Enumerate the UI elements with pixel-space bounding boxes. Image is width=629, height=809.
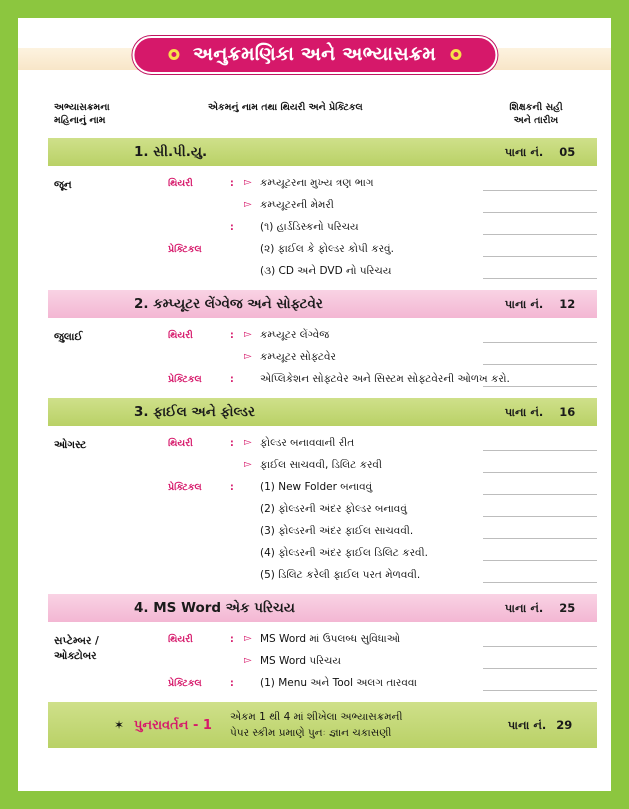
signature-rule — [483, 472, 597, 473]
signature-rule — [483, 582, 597, 583]
page-number: 25 — [559, 601, 576, 615]
chapter-3-bar — [48, 398, 597, 426]
chapter-3-body — [18, 426, 611, 594]
chapter-4-rows — [168, 628, 597, 694]
page-title: અનુક્રમણિકા અને અભ્યાસક્રમ — [192, 43, 437, 65]
chapter-1-theory-label: થિયરી — [168, 178, 193, 189]
list-item-text: MS Word પરિચય — [260, 654, 342, 667]
signature-rule — [483, 538, 597, 539]
list-item-text: (4) ફોલ્ડરની અંદર ફાઈલ ડિલિટ કરવી. — [260, 546, 428, 559]
list-item-text: MS Word માં ઉપલબ્ધ સુવિધાઓ — [260, 632, 401, 645]
list-item-text: ફાઈલ સાચવવી, ડિલિટ કરવી — [260, 458, 382, 471]
chapter-4-month: સપ્ટેમ્બર / ઓક્ટોબર — [54, 635, 99, 662]
triangle-bullet-icon: ▻ — [244, 633, 252, 644]
chapter-2-heading: 2. કમ્પ્યૂટર લેંગ્વેજ અને સોફ્ટવેર — [48, 290, 483, 318]
list-item-text: (2) ફોલ્ડરની અંદર ફોલ્ડર બનાવવું — [260, 502, 407, 515]
revision-title: પુનરાવર્તન - 1 — [134, 717, 212, 733]
list-item — [168, 216, 597, 238]
list-item — [168, 498, 597, 520]
chapter-4-page — [483, 594, 597, 622]
signature-rule — [483, 234, 597, 235]
chapter-1-month: જૂન — [54, 179, 72, 191]
page-label: પાના નં. — [504, 600, 544, 615]
signature-rule — [483, 386, 597, 387]
triangle-bullet-icon: ▻ — [244, 177, 252, 188]
list-item-text: (3) ફોલ્ડરની અંદર ફાઈલ સાચવવી. — [260, 524, 414, 537]
list-item-text: (1) Menu અને Tool અલગ તારવવા — [260, 676, 417, 689]
signature-rule — [483, 364, 597, 365]
signature-rule — [483, 278, 597, 279]
list-item — [168, 542, 597, 564]
revision-page — [483, 702, 597, 748]
chapter-4-body — [18, 622, 611, 702]
list-item — [168, 520, 597, 542]
title-banner — [18, 18, 611, 92]
triangle-bullet-icon: ▻ — [244, 655, 252, 666]
chapter-4-theory-label: થિયરી — [168, 634, 193, 645]
signature-rule — [483, 516, 597, 517]
list-item-text: (1) New Folder બનાવવું — [260, 480, 373, 493]
triangle-bullet-icon: ▻ — [244, 459, 252, 470]
signature-rule — [483, 494, 597, 495]
list-item-text: કમ્પ્યૂટર સોફ્ટવેર — [260, 350, 336, 363]
list-item-text: (૩) CD અને DVD નો પરિચય — [260, 264, 392, 277]
chapter-2-practical-label: પ્રેક્ટિકલ — [168, 374, 202, 385]
colon: : — [230, 481, 234, 493]
chapter-4-heading: 4. MS Word એક પરિચય — [48, 594, 483, 622]
chapter-1-body — [18, 166, 611, 290]
colon: : — [230, 437, 234, 449]
page-label: પાના નં. — [504, 404, 544, 419]
triangle-bullet-icon: ▻ — [244, 437, 252, 448]
page-label: પાના નં. — [504, 144, 544, 159]
chapter-2-bar — [48, 290, 597, 318]
colon: : — [230, 329, 234, 341]
list-item-text: (૧) હાર્ડડિસ્કનો પરિચય — [260, 220, 359, 233]
colon: : — [230, 177, 234, 189]
list-item — [168, 672, 597, 694]
page-label: પાના નં. — [507, 717, 547, 732]
list-item-text: (5) ડિલિટ કરેલી ફાઈલ પરત મેળવવી. — [260, 568, 421, 581]
list-item — [168, 260, 597, 282]
list-item-text: કમ્પ્યૂટરની મેમરી — [260, 198, 334, 211]
list-item — [168, 324, 597, 346]
column-header-unit: એકમનું નામ તથા થિયરી અને પ્રેક્ટિકલ — [208, 102, 363, 113]
signature-rule — [483, 646, 597, 647]
triangle-bullet-icon: ▻ — [244, 329, 252, 340]
chapter-2-rows — [168, 324, 597, 390]
chapter-4-bar — [48, 594, 597, 622]
list-item — [168, 564, 597, 586]
chapter-4 — [18, 594, 611, 702]
list-item — [168, 650, 597, 672]
list-item — [168, 628, 597, 650]
page-number: 05 — [559, 145, 576, 159]
chapter-1 — [18, 138, 611, 290]
signature-rule — [483, 212, 597, 213]
title-pill — [132, 36, 497, 74]
list-item — [168, 172, 597, 194]
revision-row — [48, 702, 597, 748]
list-item-text: ફોલ્ડર બનાવવાની રીત — [260, 436, 355, 449]
signature-rule — [483, 560, 597, 561]
chapter-2-body — [18, 318, 611, 398]
signature-rule — [483, 342, 597, 343]
chapter-2-page — [483, 290, 597, 318]
page-number: 16 — [559, 405, 576, 419]
list-item-text: (૨) ફાઈલ કે ફોલ્ડર કોપી કરવું. — [260, 242, 394, 255]
list-item — [168, 194, 597, 216]
ring-left-icon — [168, 49, 179, 60]
chapter-3-page — [483, 398, 597, 426]
signature-rule — [483, 256, 597, 257]
triangle-bullet-icon: ▻ — [244, 351, 252, 362]
chapter-1-practical-label: પ્રેક્ટિકલ — [168, 244, 202, 255]
list-item — [168, 454, 597, 476]
chapter-3 — [18, 398, 611, 594]
chapter-3-practical-label: પ્રેક્ટિકલ — [168, 482, 202, 493]
list-item — [168, 368, 597, 390]
star-icon: ✶ — [114, 718, 125, 732]
chapter-3-rows — [168, 432, 597, 586]
chapter-1-bar — [48, 138, 597, 166]
colon: : — [230, 221, 234, 233]
chapter-2-month: જુલાઈ — [54, 331, 83, 343]
column-header-month: અભ્યાસક્રમના મહિનાનું નામ — [54, 102, 110, 126]
revision-main — [48, 702, 483, 748]
list-item — [168, 238, 597, 260]
column-header-signature: શિક્ષકની સહી અને તારીખ — [509, 102, 563, 126]
list-item — [168, 346, 597, 368]
page-number: 29 — [556, 718, 573, 732]
page-number: 12 — [559, 297, 576, 311]
chapter-3-heading: 3. ફાઈલ અને ફોલ્ડર — [48, 398, 483, 426]
signature-rule — [483, 668, 597, 669]
document-page — [18, 18, 611, 791]
list-item-text: એપ્લિકેશન સોફ્ટવેર અને સિસ્ટમ સોફ્ટવેરની ઓળખ કરો. — [260, 372, 510, 385]
chapter-2-theory-label: થિયરી — [168, 330, 193, 341]
signature-rule — [483, 190, 597, 191]
colon: : — [230, 633, 234, 645]
chapter-1-page — [483, 138, 597, 166]
column-headers — [18, 98, 611, 138]
list-item-text: કમ્પ્યૂટરના મુખ્ય ત્રણ ભાગ — [260, 176, 374, 189]
list-item — [168, 476, 597, 498]
list-item-text: કમ્પ્યૂટર લેંગ્વેજ — [260, 328, 330, 341]
colon: : — [230, 373, 234, 385]
triangle-bullet-icon: ▻ — [244, 199, 252, 210]
colon: : — [230, 677, 234, 689]
chapter-2 — [18, 290, 611, 398]
chapter-4-practical-label: પ્રેક્ટિકલ — [168, 678, 202, 689]
chapter-1-rows — [168, 172, 597, 282]
chapter-3-theory-label: થિયરી — [168, 438, 193, 449]
signature-rule — [483, 690, 597, 691]
list-item — [168, 432, 597, 454]
chapter-3-month: ઓગસ્ટ — [54, 439, 87, 451]
page-label: પાના નં. — [504, 296, 544, 311]
chapter-1-heading: 1. સી.પી.યુ. — [48, 138, 483, 166]
ring-right-icon — [450, 49, 461, 60]
signature-rule — [483, 450, 597, 451]
revision-description: એકમ 1 થી 4 માં શીખેલા અભ્યાસક્રમની પેપર સ્કીમ પ્રમાણે પુનઃ જ્ઞાન ચકાસણી — [229, 710, 403, 739]
